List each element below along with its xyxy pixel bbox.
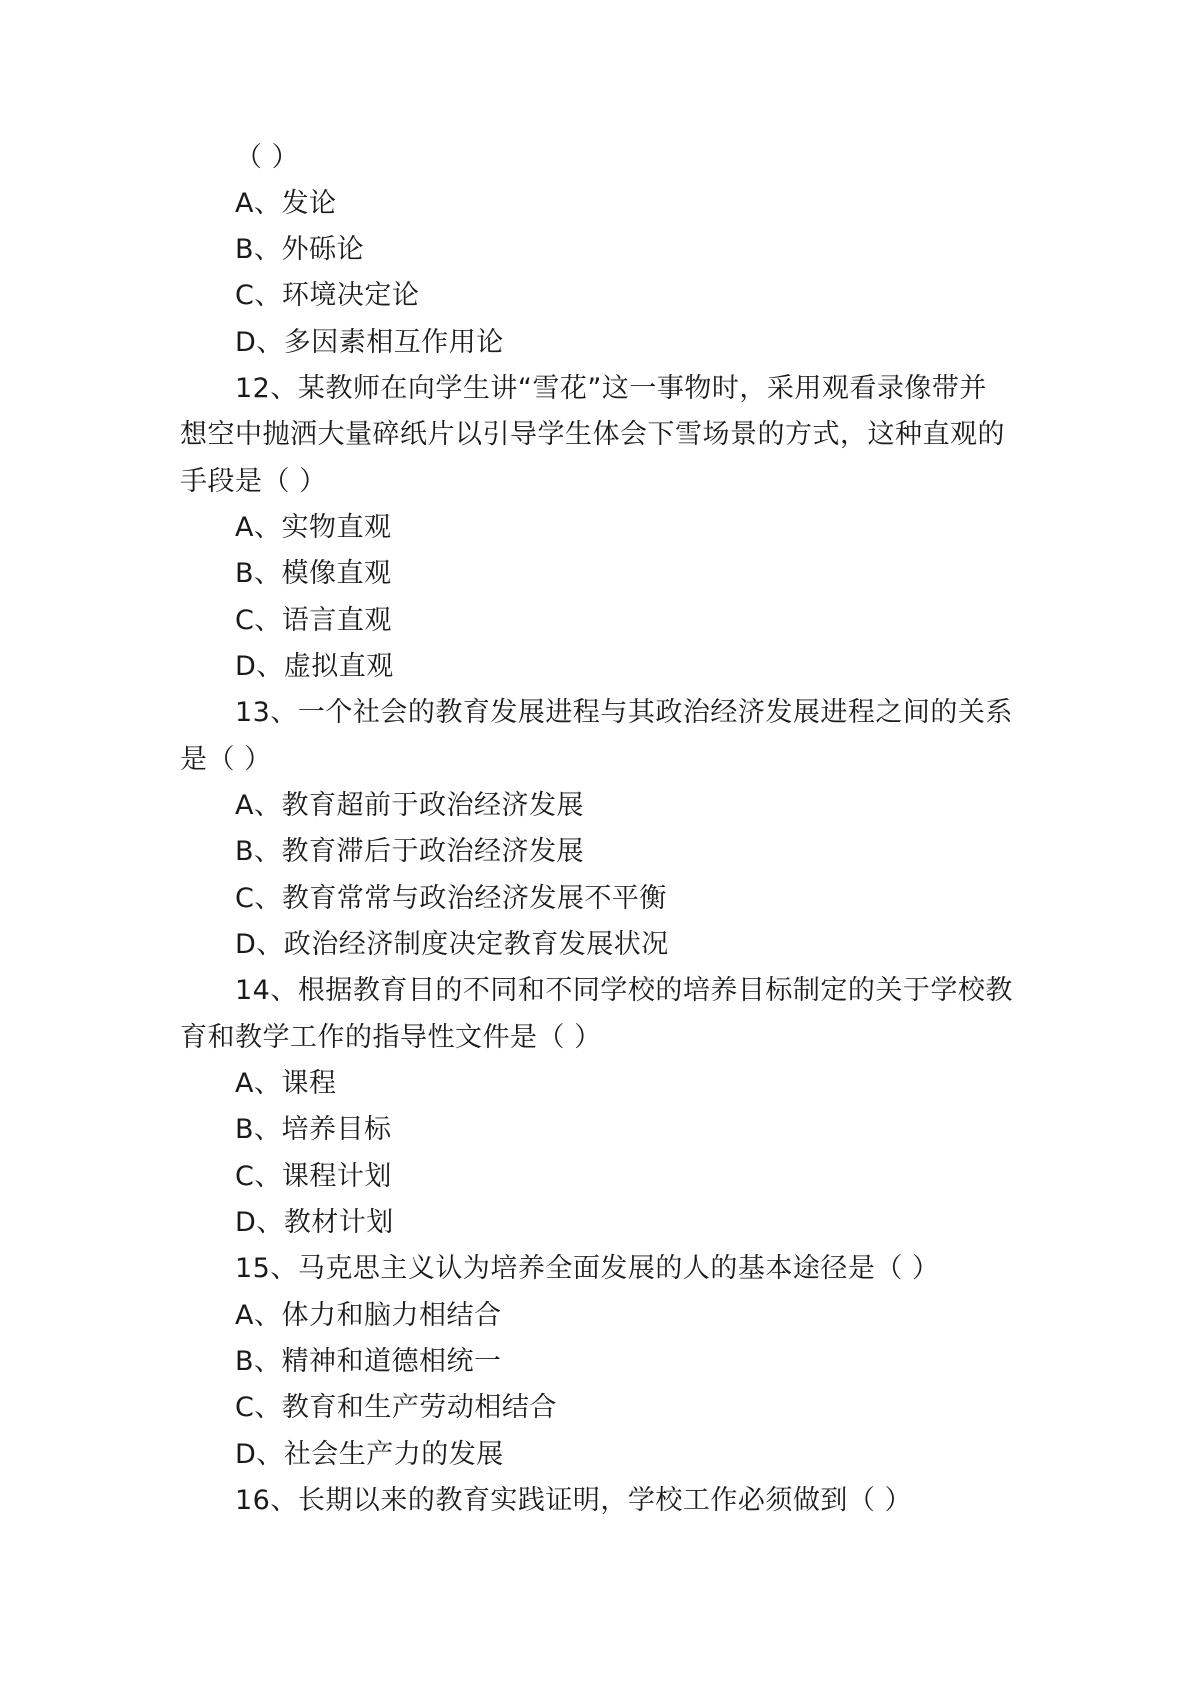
option-a: A、课程	[235, 1068, 337, 1099]
option-a: A、体力和脑力相结合	[235, 1300, 502, 1331]
option-b: B、教育滞后于政治经济发展	[235, 836, 585, 867]
option-d: D、社会生产力的发展	[235, 1439, 504, 1470]
question-16: 16、长期以来的教育实践证明，学校工作必须做到（ ）	[235, 1485, 912, 1516]
option-c: C、课程计划	[235, 1161, 392, 1192]
question-12-line-3: 手段是（ ）	[180, 466, 327, 497]
option-b: B、培养目标	[235, 1114, 392, 1145]
question-12-line-1: 12、某教师在向学生讲“雪花”这一事物时，采用观看录像带并	[235, 373, 987, 404]
option-b: B、外砾论	[235, 234, 365, 265]
question-14-line-2: 育和教学工作的指导性文件是（ ）	[180, 1022, 602, 1053]
option-a: A、教育超前于政治经济发展	[235, 790, 584, 821]
question-15: 15、马克思主义认为培养全面发展的人的基本途径是（ ）	[235, 1253, 940, 1284]
option-a: A、实物直观	[235, 512, 392, 543]
option-c: C、教育和生产劳动相结合	[235, 1392, 557, 1423]
option-d: D、虚拟直观	[235, 651, 394, 682]
question-11-blank: （ ）	[235, 142, 300, 173]
question-12-line-2: 想空中抛洒大量碎纸片以引导学生体会下雪场景的方式，这种直观的	[180, 419, 1005, 450]
option-d: D、教材计划	[235, 1207, 394, 1238]
option-c: C、语言直观	[235, 605, 392, 636]
question-13-line-1: 13、一个社会的教育发展进程与其政治经济发展进程之间的关系	[235, 697, 1013, 728]
option-d: D、多因素相互作用论	[235, 327, 504, 358]
question-13-line-2: 是（ ）	[180, 744, 272, 775]
option-c: C、教育常常与政治经济发展不平衡	[235, 883, 667, 914]
option-a: A、发论	[235, 188, 337, 219]
option-b: B、精神和道德相统一	[235, 1346, 502, 1377]
option-c: C、环境决定论	[235, 280, 420, 311]
question-14-line-1: 14、根据教育目的不同和不同学校的培养目标制定的关于学校教	[235, 975, 1013, 1006]
option-b: B、模像直观	[235, 558, 392, 589]
option-d: D、政治经济制度决定教育发展状况	[235, 929, 669, 960]
